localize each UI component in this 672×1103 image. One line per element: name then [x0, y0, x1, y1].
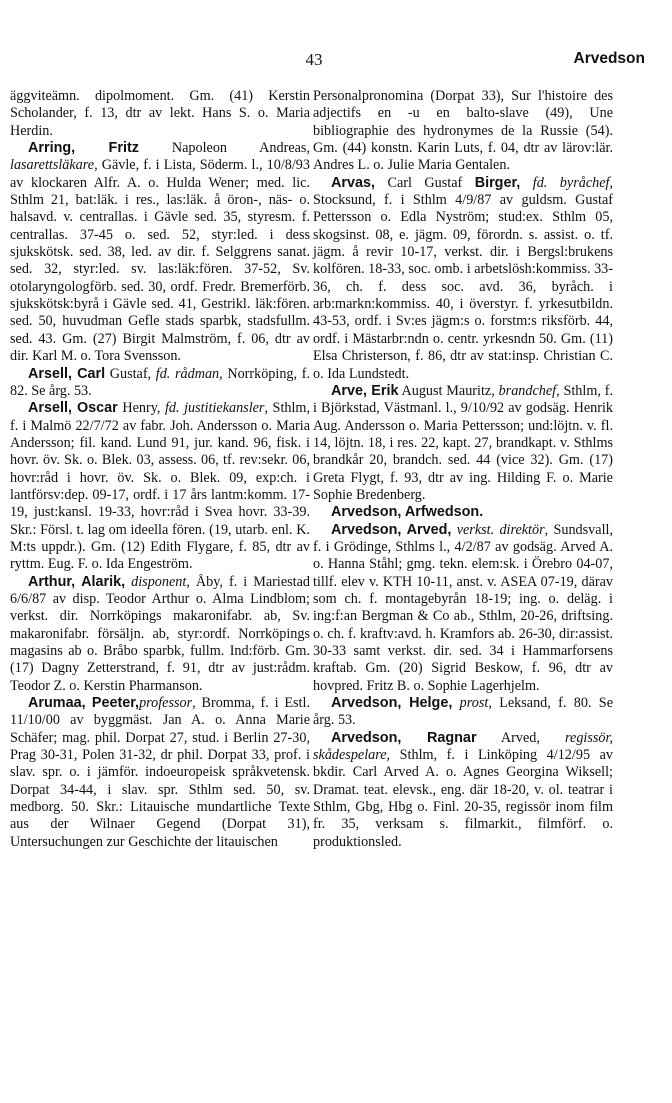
entry-headword: Arumaa, Peeter,: [28, 695, 140, 712]
entry-headword: Arvedson, Ragnar: [331, 729, 477, 746]
page-header: [0, 50, 672, 74]
entry-headword: Arring, Fritz: [28, 140, 139, 157]
entry-arve-erik: Arve, Erik August Mauritz, brandchef, Sthlm, f. i Björkstad, Västmanl. l., 9/10/92 av godsäg. Henrik Aug. Andersson o. Maria Pettersson; und:löjtn. v. fl. 14, löjtn. 18, i res. 22, kapt. 27, brandkapt. v. Sthlms brandkår 20, brandch. sed. 44 (vice 32). Gm. (17) Greta Flygt, f. 93, dtr av ing. Hilding F. o. Marie Sophie Bredenberg.: [313, 382, 613, 503]
entry-headword: Birger,: [474, 174, 521, 191]
entry-title: lasarettsläkare: [10, 157, 95, 174]
entry-arvedson-ragnar: Arvedson, Ragnar Arved, regissör, skådespelare, Sthlm, f. i Linköping 4/12/95 av bkdir. Carl Arved A. o. Agnes Georgina Wiksell; Dramat. teat. elevsk., eng. där 18-20, v. ol. teatrar i Sthlm, Gbg, Hbg o. Finl. 20-35, regissör inom film fr. 35, verksam s. filmarkit., filmförf. o. produktionsled.: [313, 729, 614, 850]
running-head: Arvedson: [573, 50, 645, 67]
entry-title: brandchef: [498, 382, 557, 399]
entry-arthur-alarik: Arthur, Alarik, disponent, Åby, f. i Mariestad 6/6/87 av disp. Teodor Arthur o. Alma Lindblom; verkst. dir. Norrköpings makaronifabr. ab, Sv. makaronifabr. försäljn. ab, styr:ordf. Norrköpings magasins ab o. Bråbo sparbk, fullm. Ind:förb. Gm. (17) Dagny Zetterstrand, f. 91, dtr av just:rådm. Teodor Z. o. Kerstin Pharmanson.: [10, 573, 310, 694]
left-column: [10, 88, 310, 851]
entry-title: disponent: [131, 573, 187, 590]
entry-arvedson-arfwedson: [313, 504, 613, 521]
entry-arvas-birger: Arvas, Carl Gustaf Birger, fd. byråchef, Stocksund, f. i Sthlm 4/9/87 av guldsm. Gustaf Pettersson o. Edla Nyström; stud:ex. Sthlm 05, skogsinst. 08, e. jägm. 09, förordn. s. assist. o. tf. jägm. å revir 10-17, verkst. dir. i Bergsl:brukens kolfören. 18-33, soc. omb. i arbetslösh:kommiss. 33-36, ch. f. dess soc. avd. 36, byråch. i arb:markn:kommiss. 40, i överstyr. f. yrkesutbildn. 43-53, ordf. i Sv:es jägm:s o. forstm:s riksförb. 44, ordf. i Mästarbr:ndn o. centr. yrkesndn 50. Gm. (11) Elsa Christerson, f. 86, dtr av stat:insp. Christian C. o. Ida Lundstedt.: [313, 174, 613, 382]
entry-headword: Arsell, Oscar: [28, 400, 118, 417]
entry-title: professor: [139, 695, 193, 712]
entry-headword: Arve, Erik: [331, 382, 399, 399]
entry-arvedson-arved: Arvedson, Arved, verkst. direktör, Sundsvall, f. i Grödinge, Sthlms l., 4/2/87 av godsäg. Arved A. o. Hanna Ståhl; gmg. tekn. elem:sk. i Örebro 04-07, tillf. elev v. KTH 10-11, anst. v. ASEA 07-19, därav som ch. f. montagebyrån 18-19; ing. o. deläg. i ing:f:an Bergman & Co ab., Sthlm, 20-26, driftsing. o. ch. f. kraftv:avd. h. Kramfors ab. 26-30, dir:assist. 30-33 samt verkst. dir. sed. 34 i Hammarforsens kraftab. Gm. (20) Sigrid Beskow, f. 96, dtr av hovpred. Fritz B. o. Sophie Lagerhjelm.: [313, 521, 613, 694]
entry-title: verkst. direktör: [456, 521, 545, 538]
entry-headword: Arvedson, Arfwedson.: [331, 504, 484, 521]
entry-arumaa-peeter: Arumaa, Peeter,professor, Bromma, f. i Estl. 11/10/00 av byggmäst. Jan A. o. Anna Marie Schäfer; mag. phil. Dorpat 27, stud. i Berlin 27-30, Prag 30-31, Polen 31-32, dr phil. Dorpat 33, prof. i slav. spr. o. i jämför. indoeuropeisk språkvetensk. Dorpat 34-44, i slav. spr. Sthlm sed. 50, sv. medborg. 50. Skr.: Litauische mundartliche Texte aus der Wilnaer Gegend (Dorpat 31), Untersuchungen zur Geschichte der litauischen: [10, 695, 310, 850]
right-column: [313, 88, 613, 851]
entry-title: fd. byråchef: [520, 174, 610, 191]
entry-arvedson-helge: Arvedson, Helge, prost, Leksand, f. 80. Se årg. 53.: [313, 695, 613, 729]
entry-continuation: äggviteämn. dipolmoment. Gm. (41) Kerstin Scholander, f. 13, dtr av lekt. Hans S. o. Maria Herdin.: [10, 88, 310, 139]
entry-title: prost: [459, 695, 489, 712]
page-number: 43: [305, 50, 323, 69]
entry-headword: Arvedson, Arved,: [331, 521, 452, 538]
entry-headword: Arthur, Alarik,: [28, 573, 126, 590]
entry-arring-fritz: Arring, Fritz Napoleon Andreas, lasarettsläkare, Gävle, f. i Lista, Söderm. l., 10/8/93 av klockaren Alfr. A. o. Hulda Wener; med. lic. Sthlm 21, bat:läk. i res., las:läk. å öron-, näs- o. halsavd. v. centrallas. i Gävle sed. 35, styresm. f. centrallas. 37-45 o. sed. 52, styr:led. i dess sjukskötsk. sed. 38, led. av dir. f. Selggrens sanat. sed. 32, styr:led. sv. las:läk:fören. 37-52, Sv. otolaryngologförb. sed. 30, ordf. Fredr. Bremerförb. sjukskötsk:byrå i Gävle sed. 41, Gestrikl. läk:fören. sed. 50, huvudman Gefle stads sparbk, stadsfullm. sed. 43. Gm. (27) Birgit Malmström, f. 06, dtr av dir. Karl M. o. Tora Svensson.: [10, 140, 310, 365]
entry-title: regissör, skådespelare: [313, 729, 614, 764]
entry-title: fd. rådman: [155, 365, 220, 382]
entry-continuation: Personalpronomina (Dorpat 33), Sur l'histoire des adjectifs en -u en balto-slave (49), Une bibliographie des hydronymes de la Russie (54). Gm. (44) konstn. Karin Luts, f. 04, dtr av lärov:lär. Andres L. o. Julie Maria Gentalen.: [313, 88, 613, 174]
entry-title: fd. justitiekansler: [164, 400, 265, 417]
entry-headword: Arvas,: [331, 174, 376, 191]
entry-arsell-oscar: Arsell, Oscar Henry, fd. justitiekansler, Sthlm, f. i Malmö 22/7/72 av fabr. Joh. Andersson o. Maria Andersson; fil. kand. Lund 91, jur. kand. 96, fisk. i hovr. öv. Sk. o. Blek. 03, assess. 06, tf. rev:sekr. 06, hovr:råd i hovr. öv. Sk. o. Blek. 09, exp:ch. i lantförsv:dep. 09-17, ordf. i 17 års lantm:komm. 17-19, just:kansl. 19-33, hovr:råd i Svea hovr. 33-39. Skr.: Försl. t. lag om ideella fören. (19, utarb. enl. K. M:ts uppdr.). Gm. (12) Edith Flygare, f. 85, dtr av ryttm. Eug. F. o. Ida Engeström.: [10, 400, 311, 573]
entry-headword: Arsell, Carl: [28, 365, 106, 382]
entry-headword: Arvedson, Helge,: [331, 695, 453, 712]
entry-arsell-carl: Arsell, Carl Gustaf, fd. rådman, Norrköping, f. 82. Se årg. 53.: [10, 365, 310, 399]
